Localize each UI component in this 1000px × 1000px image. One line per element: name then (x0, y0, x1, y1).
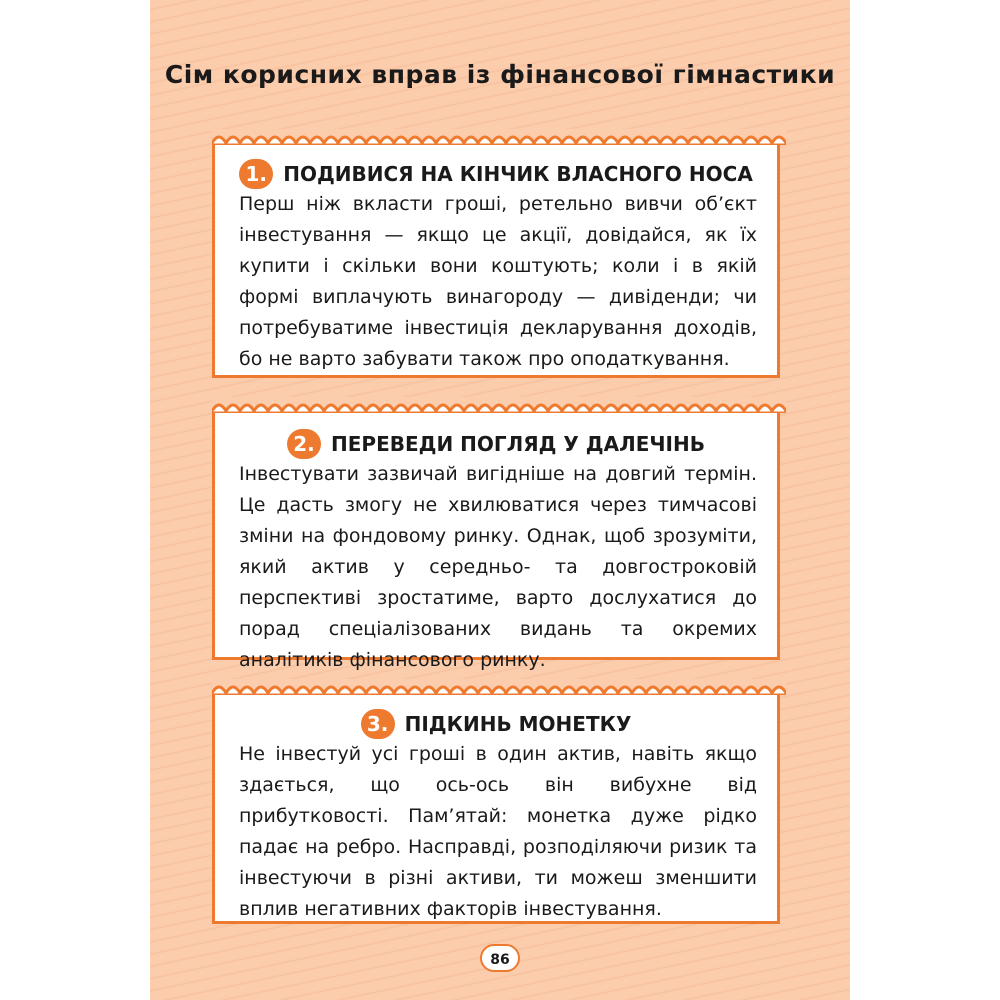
exercise-title: ПЕРЕВЕДИ ПОГЛЯД У ДАЛЕЧІНЬ (331, 432, 705, 456)
exercise-text: Інвестувати зазвичай вигідніше на довгий термін. Це дасть змогу не хвилюватися через тимчасові зміни на фондовому ринку. Однак, щоб зрозуміти, який актив у середньо- та довгостроковій перспективі зростатиме, варто дослухатися до порад спеціалізованих видань та окремих аналітиків фінансового ринку. (239, 463, 757, 671)
book-page (150, 0, 850, 1000)
exercise-text: Перш ніж вкласти гроші, ретельно вивчи об’єкт інвестування — якщо це акції, довідайся, як їх купити і скільки вони коштують; коли і в якій формі виплачують винагороду — дивіденди; чи потребуватиме інвестиція декларування доходів, бо не варто забувати також про оподаткування. (239, 193, 757, 370)
exercise-number-badge: 1. (239, 159, 273, 189)
scalloped-edge (212, 679, 786, 695)
exercise-text: Не інвестуй усі гроші в один актив, навіть якщо здається, що ось-ось він вибухне від прибутковості. Пам’ятай: монетка дуже рідко падає на ребро. Насправді, розподіляючи ризик та інвестуючи в різні активи, ти можеш зменшити вплив негативних факторів інвестування. (239, 743, 757, 920)
exercise-heading (215, 429, 777, 459)
exercise-card-2 (212, 408, 780, 671)
scalloped-edge (212, 397, 786, 413)
exercise-card-1 (212, 140, 780, 378)
page-title: Сім корисних вправ із фінансової гімнастики (164, 60, 836, 89)
exercise-heading (215, 159, 777, 189)
exercise-number-badge: 3. (361, 709, 395, 739)
exercise-card-3 (212, 690, 780, 924)
exercise-number-badge: 2. (287, 429, 321, 459)
exercise-title: ПІДКИНЬ МОНЕТКУ (404, 712, 632, 736)
exercise-heading (215, 709, 777, 739)
page-number: 86 (480, 944, 520, 972)
exercise-title: ПОДИВИСЯ НА КІНЧИК ВЛАСНОГО НОСА (283, 162, 753, 186)
scalloped-edge (212, 129, 786, 145)
